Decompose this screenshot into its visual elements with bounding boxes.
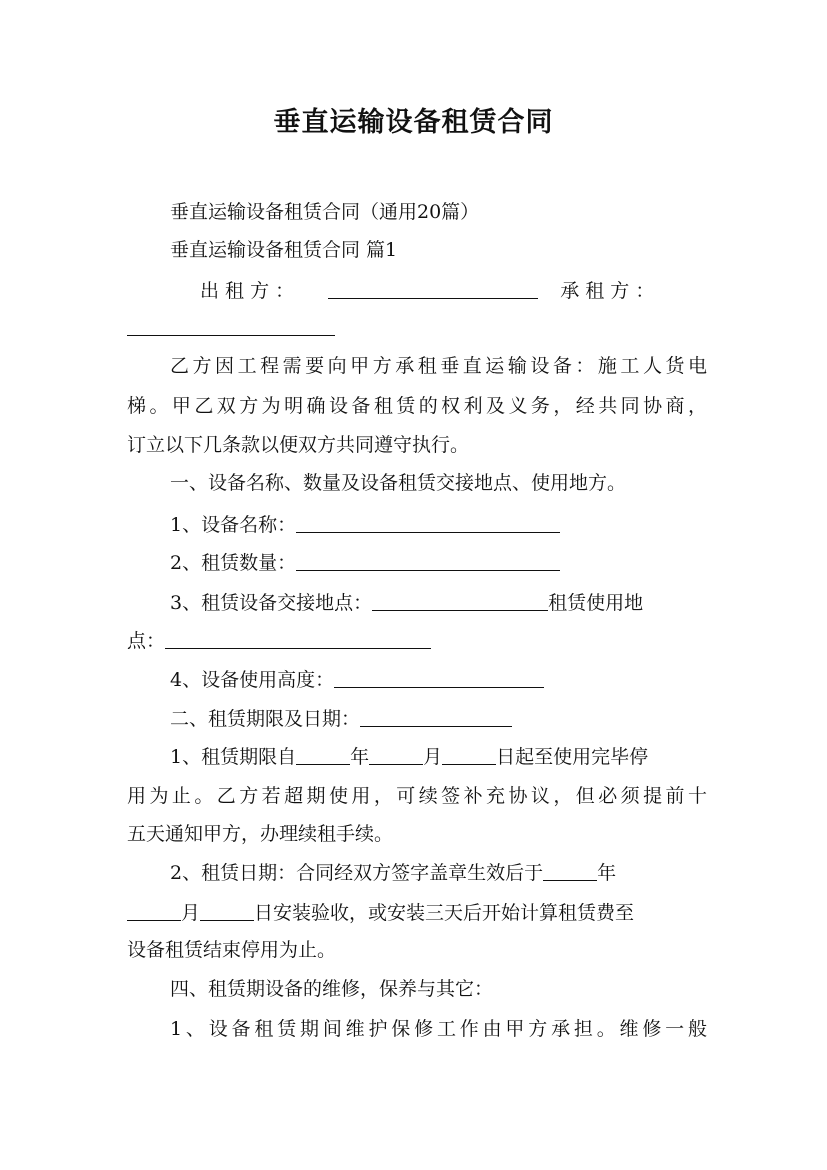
body-paragraph-line	[127, 784, 707, 808]
term-period-line	[170, 744, 750, 769]
equipment-name-blank	[296, 512, 560, 533]
height-blank	[334, 667, 544, 688]
body-paragraph-line: 五天通知甲方，办理续租手续。	[127, 823, 394, 845]
lease-year-blank	[543, 860, 597, 881]
body-text: 乙方因工程需要向甲方承租垂直运输设备：施工人货电	[170, 355, 707, 377]
lessor-label: 出 租 方 ：	[200, 280, 295, 302]
body-paragraph-line	[170, 354, 707, 378]
lessor-blank	[328, 278, 538, 299]
lease-date-label: 2、租赁日期：合同经双方签字盖章生效后于	[170, 862, 544, 884]
clause-heading: 一、设备名称、数量及设备租赁交接地点、使用地方。	[170, 472, 627, 494]
usage-location-blank	[165, 628, 431, 649]
body-paragraph-line	[170, 1017, 707, 1041]
usage-location-label: 租赁使用地	[548, 592, 644, 614]
lessee-blank	[127, 315, 335, 336]
year-blank	[296, 744, 350, 765]
lease-month-label: 月	[181, 902, 201, 924]
term-from-label: 1、租赁期限自	[170, 746, 297, 768]
body-text: 1、设备租赁期间维护保修工作由甲方承担。维修一般	[170, 1018, 707, 1040]
lease-date-line	[170, 860, 750, 885]
body-paragraph-line: 设备租赁结束停用为止。	[127, 939, 337, 961]
body-text: 用为止。乙方若超期使用，可续签补充协议，但必须提前十	[127, 785, 707, 807]
subtitle-line: 垂直运输设备租赁合同（通用20篇）	[170, 201, 480, 223]
height-label: 4、设备使用高度：	[170, 669, 335, 691]
lease-date-line-cont	[127, 900, 707, 925]
quantity-label: 2、租赁数量：	[170, 552, 297, 574]
lessee-blank-line	[127, 315, 707, 340]
lease-month-blank	[127, 900, 181, 921]
document-title: 垂直运输设备租赁合同	[273, 107, 554, 138]
lease-year-label: 年	[597, 862, 617, 884]
lease-day-blank	[200, 900, 254, 921]
body-paragraph-line	[127, 394, 707, 418]
height-line	[170, 667, 750, 692]
clause-heading: 四、租赁期设备的维修，保养与其它：	[170, 978, 494, 1000]
handover-blank	[372, 590, 548, 611]
section-heading: 垂直运输设备租赁合同 篇1	[170, 239, 398, 261]
handover-line	[170, 590, 750, 615]
term-heading: 二、租赁期限及日期：	[170, 708, 361, 730]
term-heading-line	[170, 706, 750, 731]
body-paragraph-line: 订立以下几条款以便双方共同遵守执行。	[127, 434, 470, 456]
month-blank	[369, 744, 423, 765]
lessee-label: 承 租 方 ：	[560, 280, 655, 302]
parties-line	[200, 278, 690, 303]
handover-label: 3、租赁设备交接地点：	[170, 592, 373, 614]
usage-location-line	[127, 628, 707, 653]
day-blank	[442, 744, 496, 765]
term-blank	[360, 706, 512, 727]
body-text: 梯。甲乙双方为明确设备租赁的权利及义务，经共同协商，	[127, 395, 707, 417]
quantity-line	[170, 550, 750, 575]
usage-location-label-cont: 点：	[127, 630, 166, 652]
month-label: 月	[423, 746, 443, 768]
quantity-blank	[296, 550, 560, 571]
term-until-label: 日起至使用完毕停	[496, 746, 649, 768]
equipment-name-line	[170, 512, 750, 537]
lease-install-text: 日安装验收，或安装三天后开始计算租赁费至	[254, 902, 635, 924]
equipment-name-label: 1、设备名称：	[170, 514, 297, 536]
year-label: 年	[350, 746, 370, 768]
